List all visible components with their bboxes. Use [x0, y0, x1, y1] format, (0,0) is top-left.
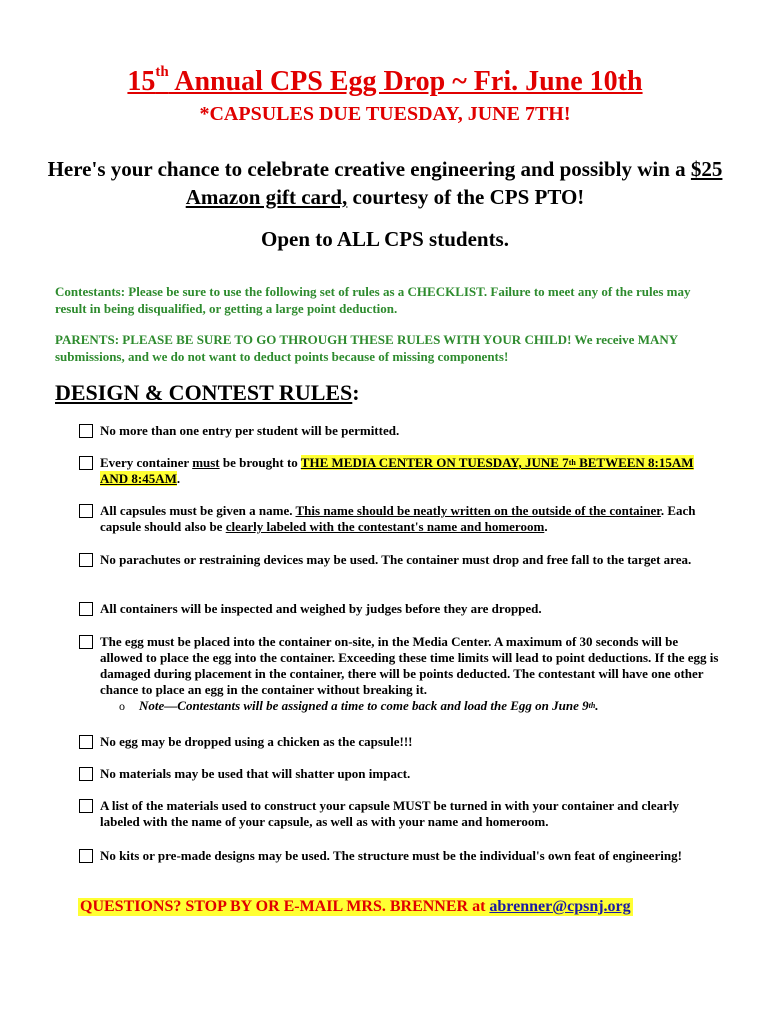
intro-sponsor: courtesy of the CPS PTO! — [347, 185, 585, 209]
rule-text: No more than one entry per student will be permitted. — [100, 423, 400, 438]
rule-text: All capsules must be given a name. This name should be neatly written on the outside of the container. Each capsule should also be clearly labeled with the contestant's name and homeroom. — [100, 503, 696, 534]
page-title — [0, 66, 770, 98]
bullet-icon: o — [119, 699, 125, 713]
title-number: 15 — [127, 66, 156, 97]
checkbox[interactable] — [79, 553, 93, 567]
checkbox[interactable] — [79, 424, 93, 438]
rule-text: Every container must be brought to THE MEDIA CENTER ON TUESDAY, JUNE 7th BETWEEN 8:15AM AND 8:45AM. — [100, 455, 694, 486]
rule-item — [79, 423, 719, 439]
rules-heading-colon: : — [352, 380, 360, 405]
email-link[interactable]: abrenner@cpsnj.org — [489, 898, 631, 915]
rule-text: All containers will be inspected and weighed by judges before they are dropped. — [100, 601, 542, 616]
checkbox[interactable] — [79, 635, 93, 649]
checkbox[interactable] — [79, 735, 93, 749]
contestants-note: Contestants: Please be sure to use the following set of rules as a CHECKLIST. Failure to meet any of the rules may result in being disqualified, or getting a large point deduction. — [55, 284, 691, 316]
rules-heading — [55, 380, 360, 406]
questions-text: QUESTIONS? STOP BY OR E-MAIL MRS. BRENNER at — [80, 898, 490, 915]
rule-text: No parachutes or restraining devices may be used. The container must drop and free fall to the target area. — [100, 552, 692, 567]
intro-paragraph — [40, 155, 730, 211]
title-text: Annual CPS Egg Drop ~ Fri. June 10th — [168, 66, 643, 97]
highlighted-deadline: THE MEDIA CENTER ON TUESDAY, JUNE 7th BETWEEN 8:15AM AND 8:45AM — [100, 455, 694, 486]
rules-heading-text: DESIGN & CONTEST RULES — [55, 380, 353, 405]
title-ordinal: th — [155, 64, 169, 80]
rule-note: o Note—Contestants will be assigned a time to come back and load the Egg on June 9th. — [119, 698, 599, 713]
rule-item — [79, 634, 719, 714]
due-date-banner: *CAPSULES DUE TUESDAY, JUNE 7TH! — [199, 103, 571, 125]
rule-item — [79, 455, 719, 487]
questions-contact — [78, 898, 633, 916]
checkbox[interactable] — [79, 504, 93, 518]
eligibility-line: Open to ALL CPS students. — [261, 227, 509, 251]
checkbox[interactable] — [79, 602, 93, 616]
rule-text: No materials may be used that will shatter upon impact. — [100, 766, 411, 781]
checkbox[interactable] — [79, 456, 93, 470]
rule-item — [79, 766, 719, 782]
rule-item — [79, 734, 719, 750]
rule-item — [79, 552, 719, 568]
rule-text: The egg must be placed into the container on-site, in the Media Center. A maximum of 30 seconds will be allowed to place the egg into the container. Exceeding these time limits will lead to point deductions. If the egg is damaged during placement in the container, there will be points deducted. The contestant will have one other chance to place an egg in the container without breaking it. — [100, 634, 719, 697]
parents-note: PARENTS: PLEASE BE SURE TO GO THROUGH THESE RULES WITH YOUR CHILD! We receive MANY submissions, and we do not want to deduct points because of missing components! — [55, 332, 678, 364]
rule-item — [79, 848, 719, 864]
intro-text: Here's your chance to celebrate creative engineering and possibly win a — [47, 157, 691, 181]
rule-item — [79, 601, 719, 617]
checkbox[interactable] — [79, 849, 93, 863]
checkbox[interactable] — [79, 767, 93, 781]
prize-text: $25 Amazon gift card, — [185, 157, 723, 209]
rule-text: No egg may be dropped using a chicken as the capsule!!! — [100, 734, 413, 749]
rule-item — [79, 503, 719, 535]
rule-text: No kits or pre-made designs may be used. The structure must be the individual's own feat of engineering! — [100, 848, 682, 863]
checkbox[interactable] — [79, 799, 93, 813]
rule-text: A list of the materials used to construct your capsule MUST be turned in with your container and clearly labeled with the name of your capsule, as well as with your name and homeroom. — [100, 798, 679, 829]
rule-item — [79, 798, 719, 830]
